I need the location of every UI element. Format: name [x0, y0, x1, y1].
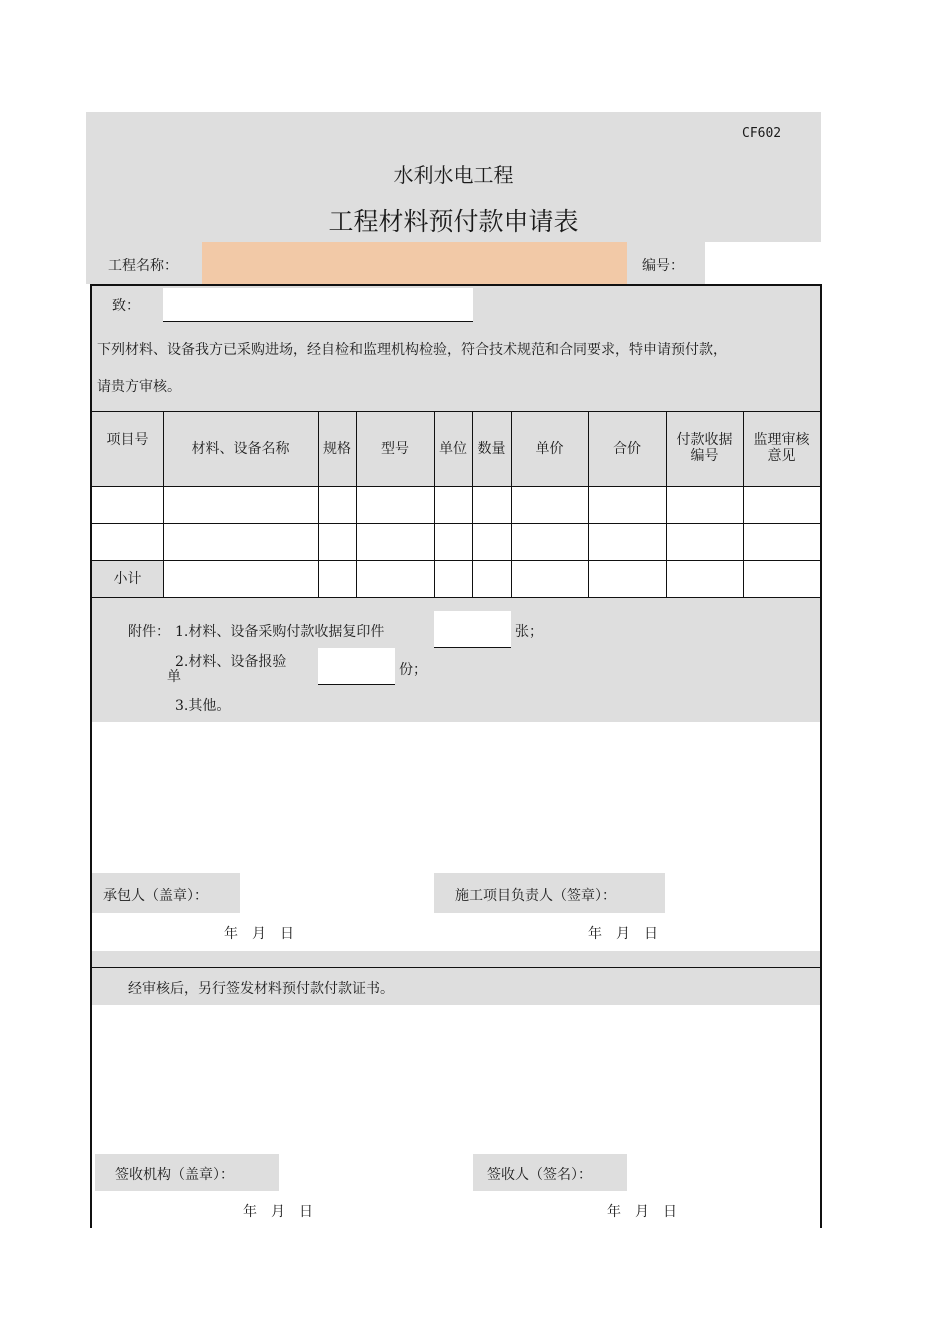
- table-line: [588, 411, 589, 597]
- section-divider: [92, 951, 820, 967]
- attachment-item-2: 2.材料、设备报验: [175, 654, 287, 670]
- table-line: [743, 411, 744, 597]
- col-header-unit-price: 单价: [535, 440, 564, 457]
- col-header-name: 材料、设备名称: [191, 440, 290, 457]
- attachment-item-1: 1.材料、设备采购付款收据复印件: [175, 624, 385, 640]
- receipt-count-field[interactable]: [434, 611, 511, 648]
- number-label: 编号：: [642, 258, 684, 274]
- receiver-person-label: 签收人（签名）：: [487, 1167, 592, 1183]
- receiver-org-label: 签收机构（盖章）：: [115, 1167, 234, 1183]
- frame-left: [90, 284, 92, 1228]
- col-header-total: 合价: [613, 440, 641, 457]
- attachment-item-3: 3.其他。: [175, 698, 231, 714]
- col-header-receipt-no: 付款收据 编号: [676, 432, 733, 464]
- col-header-quantity: 数量: [477, 440, 506, 457]
- contractor-stamp-label: 承包人（盖章）：: [103, 888, 208, 904]
- attachments-label: 附件：: [128, 624, 170, 640]
- attachment-item-2-unit: 份；: [399, 662, 427, 678]
- manager-sign-label: 施工项目负责人（签章）：: [455, 888, 616, 904]
- inspection-count-field[interactable]: [318, 648, 395, 685]
- receiver-sign-area: [92, 1005, 820, 1230]
- table-line: [163, 411, 164, 597]
- table-line: [92, 560, 820, 561]
- review-note: 经审核后，另行签发材料预付款付款证书。: [128, 981, 394, 997]
- table-row[interactable]: [92, 523, 820, 560]
- frame-right: [820, 284, 822, 1228]
- intro-line-2: 请贵方审核。: [97, 379, 181, 395]
- number-field[interactable]: [705, 242, 821, 284]
- org-title: 水利水电工程: [393, 163, 514, 187]
- table-line: [666, 411, 667, 597]
- table-row[interactable]: [92, 486, 820, 523]
- table-line: [92, 486, 820, 487]
- col-header-model: 型号: [381, 440, 409, 457]
- table-line: [92, 411, 820, 412]
- to-field[interactable]: [163, 288, 473, 322]
- col-header-item-no: 项目号: [106, 432, 149, 448]
- project-name-label: 工程名称：: [108, 258, 178, 274]
- table-line: [92, 523, 820, 524]
- table-line: [318, 411, 319, 597]
- frame-top: [90, 284, 822, 286]
- form-code: CF602: [742, 126, 782, 141]
- table-line: [434, 411, 435, 597]
- table-line: [472, 411, 473, 597]
- col-header-unit: 单位: [439, 440, 467, 457]
- project-name-field[interactable]: [202, 242, 627, 284]
- col-header-spec: 规格: [323, 440, 351, 457]
- table-line: [356, 411, 357, 597]
- page-title: 工程材料预付款申请表: [328, 207, 579, 236]
- receiver-org-date: 年 月 日: [243, 1204, 313, 1220]
- to-label: 致：: [112, 298, 140, 314]
- col-header-review: 监理审核 意见: [753, 432, 810, 464]
- contractor-sign-area: [92, 722, 820, 951]
- contractor-date: 年 月 日: [224, 926, 294, 942]
- manager-date: 年 月 日: [588, 926, 658, 942]
- attachment-item-1-unit: 张；: [515, 624, 543, 640]
- receiver-person-date: 年 月 日: [607, 1204, 677, 1220]
- intro-line-1: 下列材料、设备我方已采购进场，经自检和监理机构检验，符合技术规范和合同要求，特申请预付款，: [97, 342, 727, 358]
- table-line: [511, 411, 512, 597]
- intro-block: [92, 323, 820, 411]
- attachment-item-2-cont: 单: [167, 669, 181, 685]
- subtotal-label: 小计: [113, 570, 142, 587]
